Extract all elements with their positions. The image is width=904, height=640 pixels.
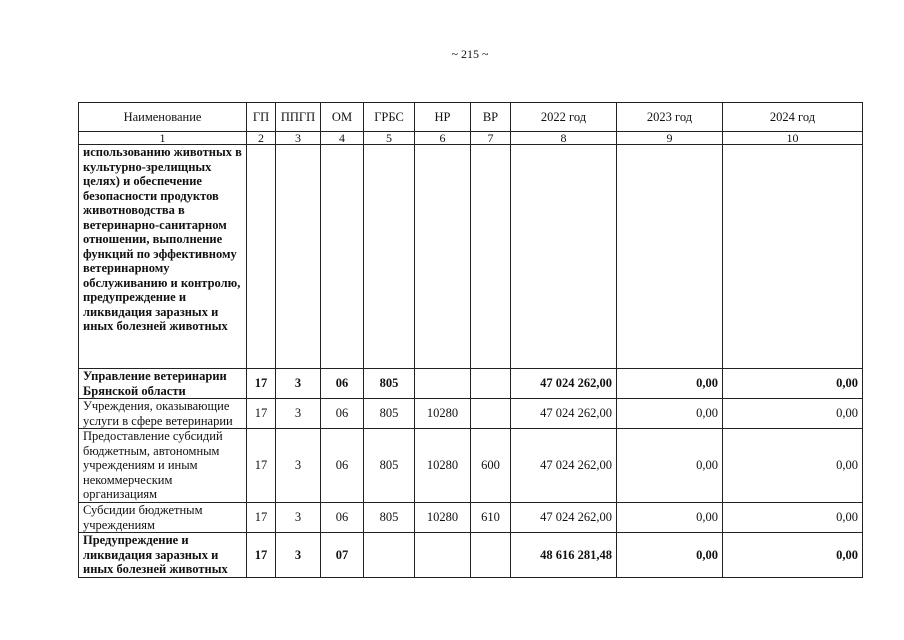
cell-vr [471,145,511,369]
cell-2024: 0,00 [723,503,863,533]
table-row [79,503,863,533]
row-name: Субсидии бюджетным учреждениям [79,503,247,533]
row-name: Предоставление субсидий бюджетным, автономным учреждениям и иным некоммерческим организациям [79,429,247,503]
col-index: 9 [617,132,723,145]
cell-grbs: 805 [364,429,415,503]
col-header-2024: 2024 год [723,103,863,132]
col-index: 6 [415,132,471,145]
col-index: 4 [321,132,364,145]
cell-grbs: 805 [364,399,415,429]
col-index: 10 [723,132,863,145]
cell-gp: 17 [247,503,276,533]
cell-gp: 17 [247,369,276,399]
table-row [79,429,863,503]
cell-2023: 0,00 [617,429,723,503]
cell-2023 [617,145,723,369]
cell-2022: 47 024 262,00 [511,429,617,503]
cell-ppgp [276,145,321,369]
cell-ppgp: 3 [276,369,321,399]
cell-ppgp: 3 [276,533,321,578]
col-header-name: Наименование [79,103,247,132]
cell-vr [471,369,511,399]
cell-gp [247,145,276,369]
cell-ppgp: 3 [276,429,321,503]
col-index: 8 [511,132,617,145]
col-index: 7 [471,132,511,145]
cell-2022: 47 024 262,00 [511,503,617,533]
cell-vr: 600 [471,429,511,503]
cell-vr [471,399,511,429]
table-row [79,145,863,369]
cell-2022: 48 616 281,48 [511,533,617,578]
cell-ppgp: 3 [276,503,321,533]
cell-2023: 0,00 [617,533,723,578]
cell-2024 [723,145,863,369]
cell-om: 06 [321,429,364,503]
budget-table [78,102,863,578]
col-header-ppgp: ППГП [276,103,321,132]
cell-2024: 0,00 [723,429,863,503]
col-header-om: ОМ [321,103,364,132]
cell-2023: 0,00 [617,369,723,399]
cell-grbs: 805 [364,503,415,533]
col-index: 3 [276,132,321,145]
header-index-row [79,132,863,145]
table-row [79,369,863,399]
col-header-gp: ГП [247,103,276,132]
col-header-grbs: ГРБС [364,103,415,132]
cell-nr [415,145,471,369]
col-index: 5 [364,132,415,145]
cell-vr: 610 [471,503,511,533]
cell-2022: 47 024 262,00 [511,369,617,399]
cell-2022 [511,145,617,369]
col-index: 2 [247,132,276,145]
cell-2022: 47 024 262,00 [511,399,617,429]
col-header-2023: 2023 год [617,103,723,132]
col-header-2022: 2022 год [511,103,617,132]
table-row [79,399,863,429]
cell-ppgp: 3 [276,399,321,429]
cell-om: 07 [321,533,364,578]
cell-nr: 10280 [415,429,471,503]
cell-grbs: 805 [364,369,415,399]
col-index: 1 [79,132,247,145]
cell-nr: 10280 [415,503,471,533]
cell-vr [471,533,511,578]
cell-om [321,145,364,369]
table-row [79,533,863,578]
cell-nr: 10280 [415,399,471,429]
cell-gp: 17 [247,399,276,429]
cell-om: 06 [321,503,364,533]
cell-nr [415,533,471,578]
row-name: Предупреждение и ликвидация заразных и иных болезней животных [79,533,247,578]
cell-2024: 0,00 [723,399,863,429]
cell-2023: 0,00 [617,399,723,429]
cell-grbs [364,533,415,578]
row-name: Учреждения, оказывающие услуги в сфере ветеринарии [79,399,247,429]
cell-gp: 17 [247,429,276,503]
row-name: использованию животных в культурно-зрелищных целях) и обеспечение безопасности продуктов животноводства в ветеринарно-санитарном отношении, выполнение функций по эффективному ветеринарному обслуживанию и контролю, предупреждение и ликвидация заразных и иных болезней животных [79,145,247,369]
cell-nr [415,369,471,399]
row-name: Управление ветеринарии Брянской области [79,369,247,399]
cell-2023: 0,00 [617,503,723,533]
col-header-vr: ВР [471,103,511,132]
page-number: ~ 215 ~ [451,47,489,61]
cell-grbs [364,145,415,369]
cell-om: 06 [321,399,364,429]
cell-2024: 0,00 [723,369,863,399]
col-header-nr: НР [415,103,471,132]
cell-gp: 17 [247,533,276,578]
cell-2024: 0,00 [723,533,863,578]
cell-om: 06 [321,369,364,399]
header-row [79,103,863,132]
